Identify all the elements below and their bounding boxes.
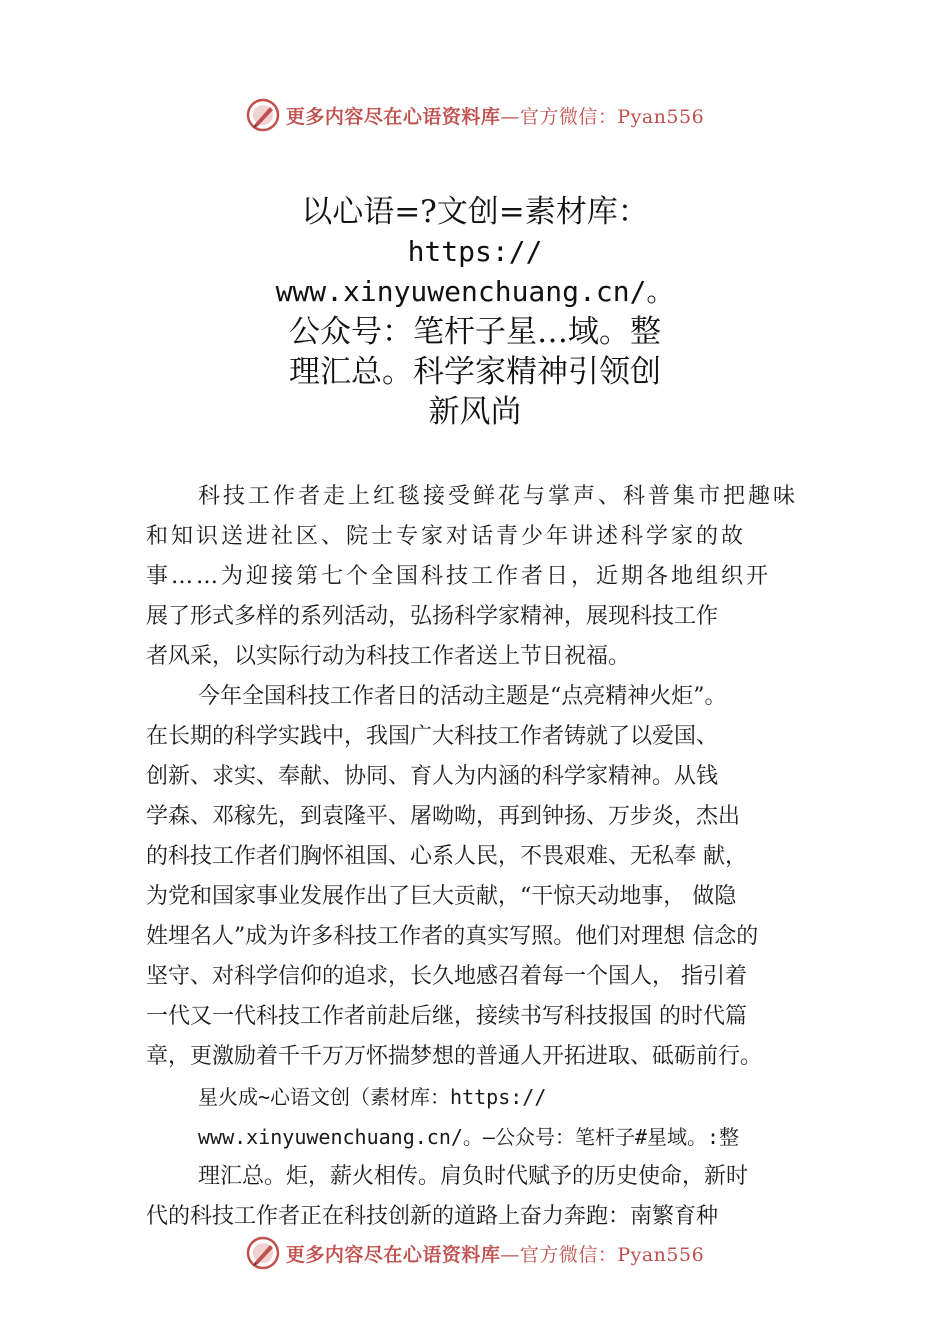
body-line: 一代又一代科技工作者前赴后继，接续书写科技报国 的时代篇: [146, 1004, 747, 1029]
watermark-text: 更多内容尽在心语资料库—官方微信：Pyan556: [285, 105, 705, 128]
body-line: 姓埋名人”成为许多科技工作者的真实写照。他们对理想 信念的: [146, 924, 759, 949]
body-line: 代的科技工作者正在科技创新的道路上奋力奔跑：南繁育种: [146, 1204, 719, 1229]
body-line: www.xinyuwenchuang.cn/。—公众号：笔杆子#星域。:整: [198, 1125, 740, 1149]
article-body: [146, 477, 836, 1237]
document-title: [225, 192, 725, 432]
title-line: 新风尚: [428, 394, 522, 430]
title-line: 以心语=?文创=素材库：: [301, 194, 649, 230]
body-line: 在长期的科学实践中，我国广大科技工作者铸就了以爱国、: [146, 724, 719, 749]
body-line: 今年全国科技工作者日的活动主题是“点亮精神火炬”。: [198, 684, 727, 709]
watermark-text: 更多内容尽在心语资料库—官方微信：Pyan556: [285, 1243, 705, 1266]
body-line: 和知识送进社区、院士专家对话青少年讲述科学家的故: [146, 524, 747, 549]
body-line: 理汇总。炬，薪火相传。肩负时代赋予的历史使命，新时: [198, 1164, 749, 1189]
footer-watermark-banner: [0, 1231, 950, 1275]
pen-badge-icon: [246, 98, 280, 132]
body-line: 展了形式多样的系列活动，弘扬科学家精神，展现科技工作: [146, 604, 719, 629]
title-line: www.xinyuwenchuang.cn/。: [275, 275, 675, 308]
pen-badge-icon: [246, 1236, 280, 1270]
title-line: https://: [407, 235, 543, 268]
body-line: 者风采，以实际行动为科技工作者送上节日祝福。: [146, 644, 631, 669]
body-line: 创新、求实、奉献、协同、育人为内涵的科学家精神。从钱: [146, 764, 719, 789]
body-line: 学森、邓稼先，到袁隆平、屠呦呦，再到钟扬、万步炎，杰出: [146, 804, 741, 829]
body-line: 坚守、对科学信仰的追求，长久地感召着每一个国人， 指引着: [146, 964, 747, 989]
body-line: 科技工作者走上红毯接受鲜花与掌声、科普集市把趣味: [198, 484, 799, 509]
title-line: 理汇总。科学家精神引领创: [289, 354, 661, 390]
body-line: 事……为迎接第七个全国科技工作者日，近期各地组织开: [146, 564, 772, 589]
body-line: 星火成~心语文创（素材库：https://: [198, 1085, 547, 1109]
body-line: 为党和国家事业发展作出了巨大贡献，“干惊天动地事， 做隐: [146, 884, 737, 909]
body-line: 章，更激励着千千万万怀揣梦想的普通人开拓进取、砥砺前行。: [146, 1044, 763, 1069]
title-line: 公众号：笔杆子星…域。整: [289, 314, 661, 350]
header-watermark-banner: [0, 93, 950, 137]
body-line: 的科技工作者们胸怀祖国、心系人民，不畏艰难、无私奉 献，: [146, 844, 747, 869]
